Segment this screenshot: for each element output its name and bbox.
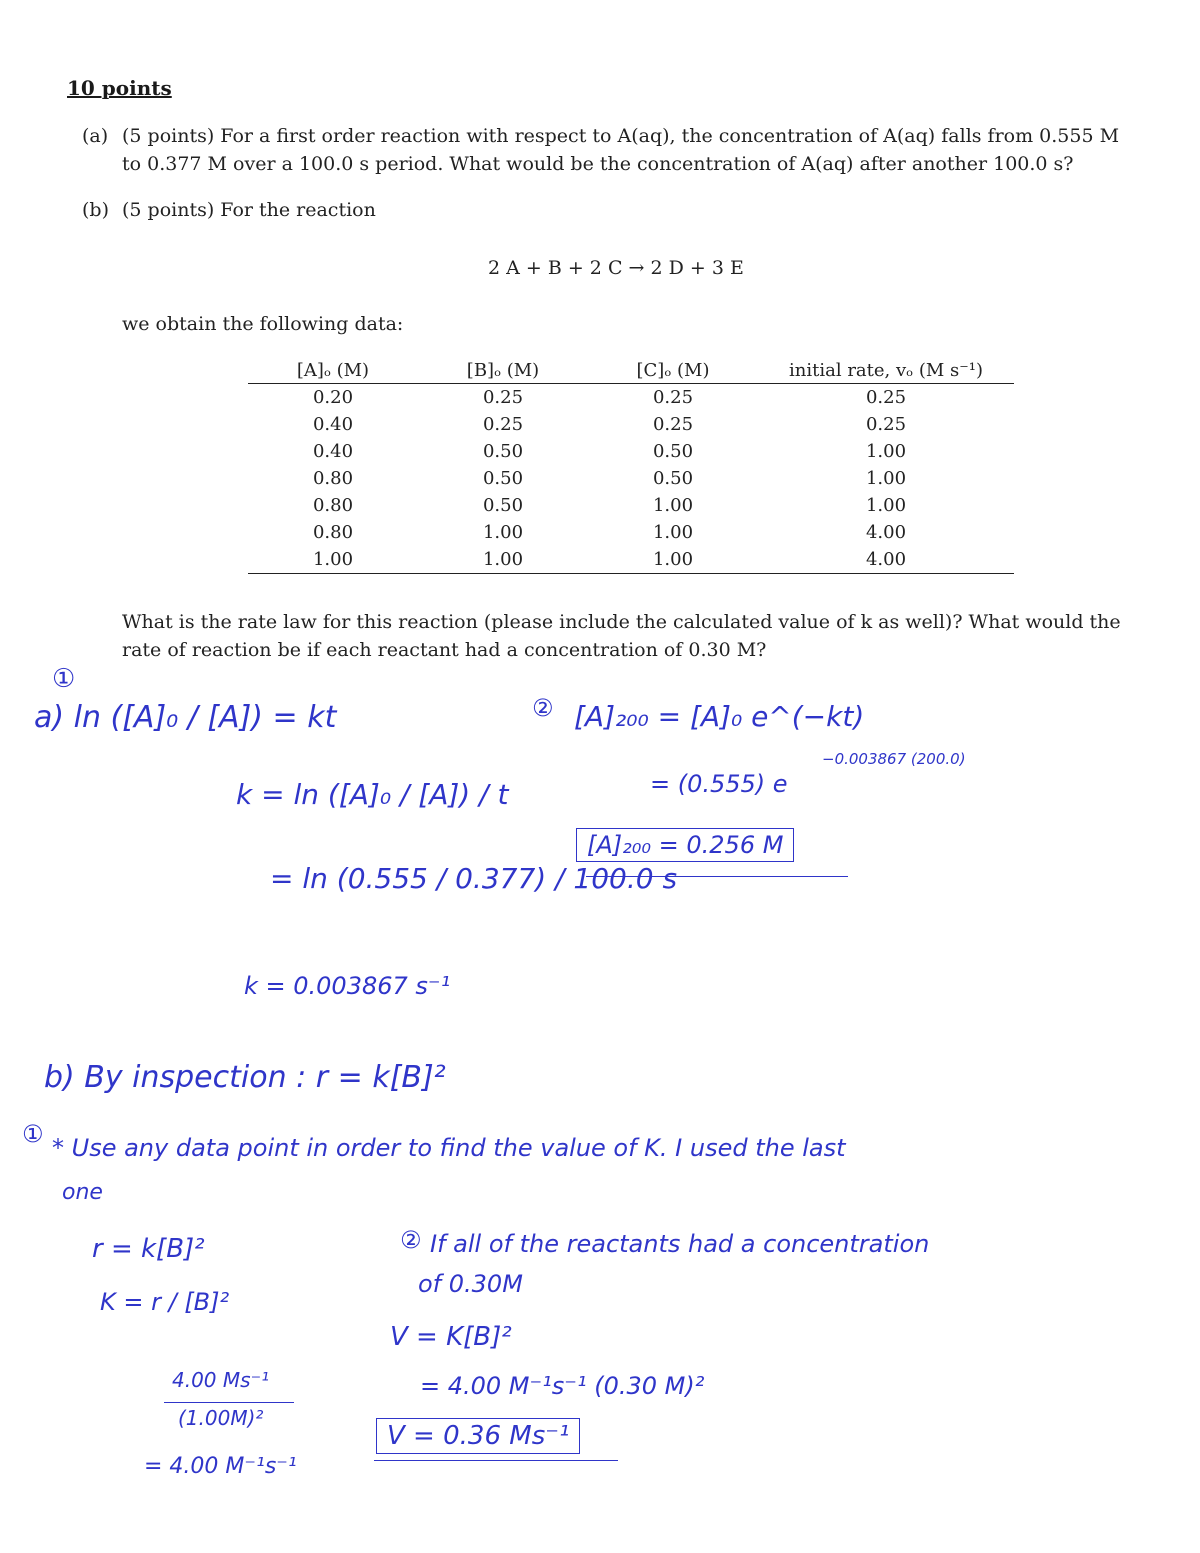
a-equation-1: a) ln ([A]₀ / [A]) = kt xyxy=(34,700,337,735)
table-header-row xyxy=(248,360,1014,384)
table-cell: 1.00 xyxy=(482,522,524,543)
a-k-value: k = 0.003867 s⁻¹ xyxy=(244,972,451,1000)
step-2-a-marker: ② xyxy=(532,694,554,722)
part-b-question-line2: rate of reaction be if each reactant had a concentration of 0.30 M? xyxy=(122,639,767,661)
table-cell: 1.00 xyxy=(652,522,694,543)
b2-line-2: of 0.30M xyxy=(418,1270,523,1298)
b2-answer-underline xyxy=(374,1460,618,1461)
part-a-line1: (5 points) For a first order reaction with respect to A(aq), the concentration of A(aq) falls from 0.555 M xyxy=(122,125,1120,147)
step-1-a-marker: ① xyxy=(52,664,76,694)
a2-equation-2: = (0.555) e xyxy=(650,770,788,798)
table-cell: 1.00 xyxy=(652,495,694,516)
b2-equation-2: = 4.00 M⁻¹s⁻¹ (0.30 M)² xyxy=(420,1372,705,1400)
table-cell: 0.80 xyxy=(312,522,354,543)
table-cell: 1.00 xyxy=(418,546,588,574)
b-method-line: * Use any data point in order to find the value of K. I used the last xyxy=(52,1134,846,1162)
part-b-question-line1: What is the rate law for this reaction (please include the calculated value of k as well)? What would the xyxy=(122,611,1121,633)
b-method-line-cont: one xyxy=(62,1180,103,1205)
table-cell: 0.80 xyxy=(312,468,354,489)
b-equation-3-denominator: (1.00M)² xyxy=(178,1406,264,1430)
table-row xyxy=(248,519,1014,546)
table-cell: 1.00 xyxy=(865,468,907,489)
a2-answer: [A]₂₀₀ = 0.256 M xyxy=(576,828,794,862)
a-equation-3: = ln (0.555 / 0.377) / 100.0 s xyxy=(270,862,678,895)
b2-line-1: If all of the reactants had a concentration xyxy=(430,1230,930,1258)
step-1-b-marker: ① xyxy=(22,1120,44,1148)
table-cell: 0.40 xyxy=(312,414,354,435)
table-cell: 1.00 xyxy=(865,495,907,516)
table-cell: 0.25 xyxy=(865,387,907,408)
b2-answer: V = 0.36 Ms⁻¹ xyxy=(376,1418,580,1454)
table-row xyxy=(248,465,1014,492)
step-2-b-marker: ② xyxy=(400,1226,422,1254)
col-header-a: [A]ₒ (M) xyxy=(248,360,418,384)
table-cell: 0.50 xyxy=(652,468,694,489)
table-cell: 1.00 xyxy=(865,441,907,462)
table-cell: 0.25 xyxy=(482,414,524,435)
table-cell: 0.50 xyxy=(482,495,524,516)
table-cell: 0.40 xyxy=(312,441,354,462)
a2-answer-underline xyxy=(586,876,848,877)
reaction-equation: 2 A + B + 2 C → 2 D + 3 E xyxy=(488,257,744,279)
col-header-b: [B]ₒ (M) xyxy=(418,360,588,384)
table-row xyxy=(248,411,1014,438)
table-cell: 0.25 xyxy=(482,387,524,408)
col-header-rate: initial rate, vₒ (M s⁻¹) xyxy=(758,360,1014,384)
part-b-label: (b) xyxy=(82,199,109,221)
b-inspection-line: b) By inspection : r = k[B]² xyxy=(44,1060,446,1095)
table-row xyxy=(248,546,1014,574)
table-cell: 0.20 xyxy=(312,387,354,408)
a-equation-2: k = ln ([A]₀ / [A]) / t xyxy=(236,778,509,811)
b-equation-3-numerator: 4.00 Ms⁻¹ xyxy=(172,1368,270,1392)
table-row xyxy=(248,492,1014,519)
table-cell: 0.25 xyxy=(652,387,694,408)
part-b-text: (5 points) For the reaction xyxy=(122,199,376,221)
table-cell: 0.25 xyxy=(652,414,694,435)
table-cell: 4.00 xyxy=(758,546,1014,574)
b-fraction-bar xyxy=(164,1402,294,1403)
b-equation-2: K = r / [B]² xyxy=(100,1288,230,1316)
b2-equation-1: V = K[B]² xyxy=(390,1322,512,1352)
table-cell: 1.00 xyxy=(588,546,758,574)
table-row xyxy=(248,384,1014,412)
table-cell: 0.50 xyxy=(482,468,524,489)
a2-equation-1: [A]₂₀₀ = [A]₀ e^(−kt) xyxy=(574,700,865,733)
table-cell: 0.50 xyxy=(652,441,694,462)
col-header-c: [C]ₒ (M) xyxy=(588,360,758,384)
table-cell: 0.80 xyxy=(312,495,354,516)
data-intro: we obtain the following data: xyxy=(122,313,404,335)
b-k-value: = 4.00 M⁻¹s⁻¹ xyxy=(144,1454,297,1479)
part-a-line2: to 0.377 M over a 100.0 s period. What would be the concentration of A(aq) after another 100.0 s? xyxy=(122,153,1074,175)
table-cell: 0.25 xyxy=(865,414,907,435)
table-cell: 4.00 xyxy=(865,522,907,543)
a2-exponent: −0.003867 (200.0) xyxy=(822,750,966,768)
rate-data-table xyxy=(248,360,1014,574)
b-equation-1: r = k[B]² xyxy=(92,1234,205,1264)
table-row xyxy=(248,438,1014,465)
page-heading: 10 points xyxy=(67,76,172,100)
part-a-label: (a) xyxy=(82,125,109,147)
table-cell: 0.50 xyxy=(482,441,524,462)
table-cell: 1.00 xyxy=(248,546,418,574)
